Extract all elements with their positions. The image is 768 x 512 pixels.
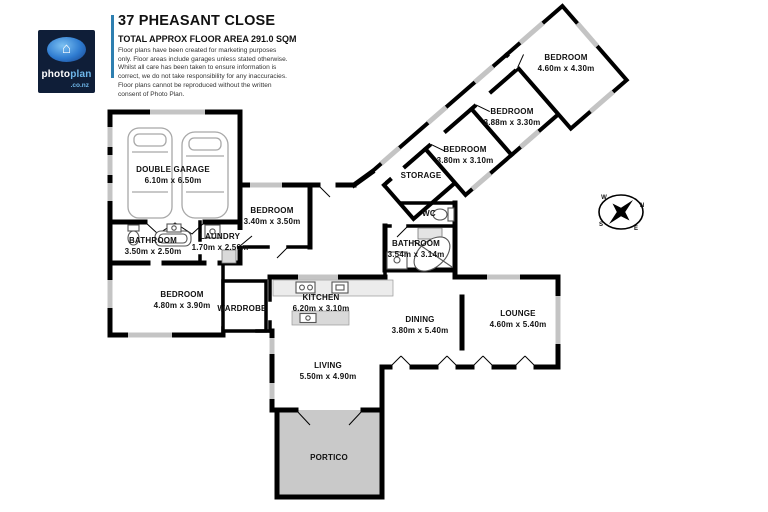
compass-icon [599,195,644,232]
room-label-wardrobe: WARDROBE [217,304,267,313]
room-dims-bedroom-3: 3.80m x 3.10m [436,156,494,165]
compass-w: W [601,195,607,201]
room-dims-double-garage: 6.10m x 6.50m [144,176,202,185]
room-dims-laundry: 1.70m x 2.50m [191,243,249,252]
room-dims-kitchen: 6.20m x 3.10m [292,304,350,313]
disclaimer-text: Floor plans have been created for marketing purposes only. Floor areas include garages unless stated otherwise. Whilst all care has been taken to ensure information is correct, we do not take responsibility for any inaccuracies. Floor plans cannot be reproduced without the written consent of Photo Plan. [118,47,288,98]
floor-area-subtitle: TOTAL APPROX FLOOR AREA 291.0 SQM [118,34,297,44]
cooktop-icon [332,282,348,293]
room-dims-bedroom-2: 4.80m x 3.90m [153,301,211,310]
room-label-lounge: LOUNGE [500,309,536,318]
room-label-bedroom-4: BEDROOM [490,107,534,116]
room-dims-bedroom-1: 3.40m x 3.50m [243,217,301,226]
page-title: 37 PHEASANT CLOSE [118,13,276,29]
room-label-double-garage: DOUBLE GARAGE [136,165,210,174]
logo-word-plan: plan [70,69,92,80]
car-icon [182,132,228,218]
room-dims-dining: 3.80m x 5.40m [391,326,449,335]
compass-e: E [633,226,639,232]
room-label-dining: DINING [405,315,435,324]
room-dims-bedroom-5: 4.60m x 4.30m [537,64,595,73]
room-label-bedroom-5: BEDROOM [544,53,588,62]
logo-word-photo: photo [41,69,71,80]
room-dims-bedroom-4: 3.88m x 3.30m [483,118,541,127]
sink-icon [167,224,181,232]
room-dims-living: 5.50m x 4.90m [299,372,357,381]
room-dims-lounge: 4.60m x 5.40m [489,320,547,329]
room-label-storage: STORAGE [400,171,442,180]
room-label-laundry: LAUNDRY [199,232,241,241]
room-label-bedroom-2: BEDROOM [160,290,204,299]
island-sink-icon [300,314,316,323]
room-label-wc: WC [422,209,436,218]
kitchen-sink-icon [296,282,315,293]
room-label-bathroom-2: BATHROOM [391,239,441,248]
compass-n: N [639,203,645,209]
compass-star [609,200,633,224]
room-label-portico: PORTICO [310,453,348,462]
room-label-bathroom-1: BATHROOM [128,236,178,245]
room-label-bedroom-1: BEDROOM [250,206,294,215]
room-label-kitchen: KITCHEN [302,293,340,302]
room-dims-bathroom-2: 3.54m x 3.14m [387,250,445,259]
toilet-icon [433,208,454,221]
room-label-bedroom-3: BEDROOM [443,145,487,154]
room-dims-bathroom-1: 3.50m x 2.50m [124,247,182,256]
logo-tld: .co.nz [70,82,89,89]
house-icon: ⌂ [47,37,86,62]
compass-s: S [598,222,604,228]
room-label-living: LIVING [314,361,342,370]
